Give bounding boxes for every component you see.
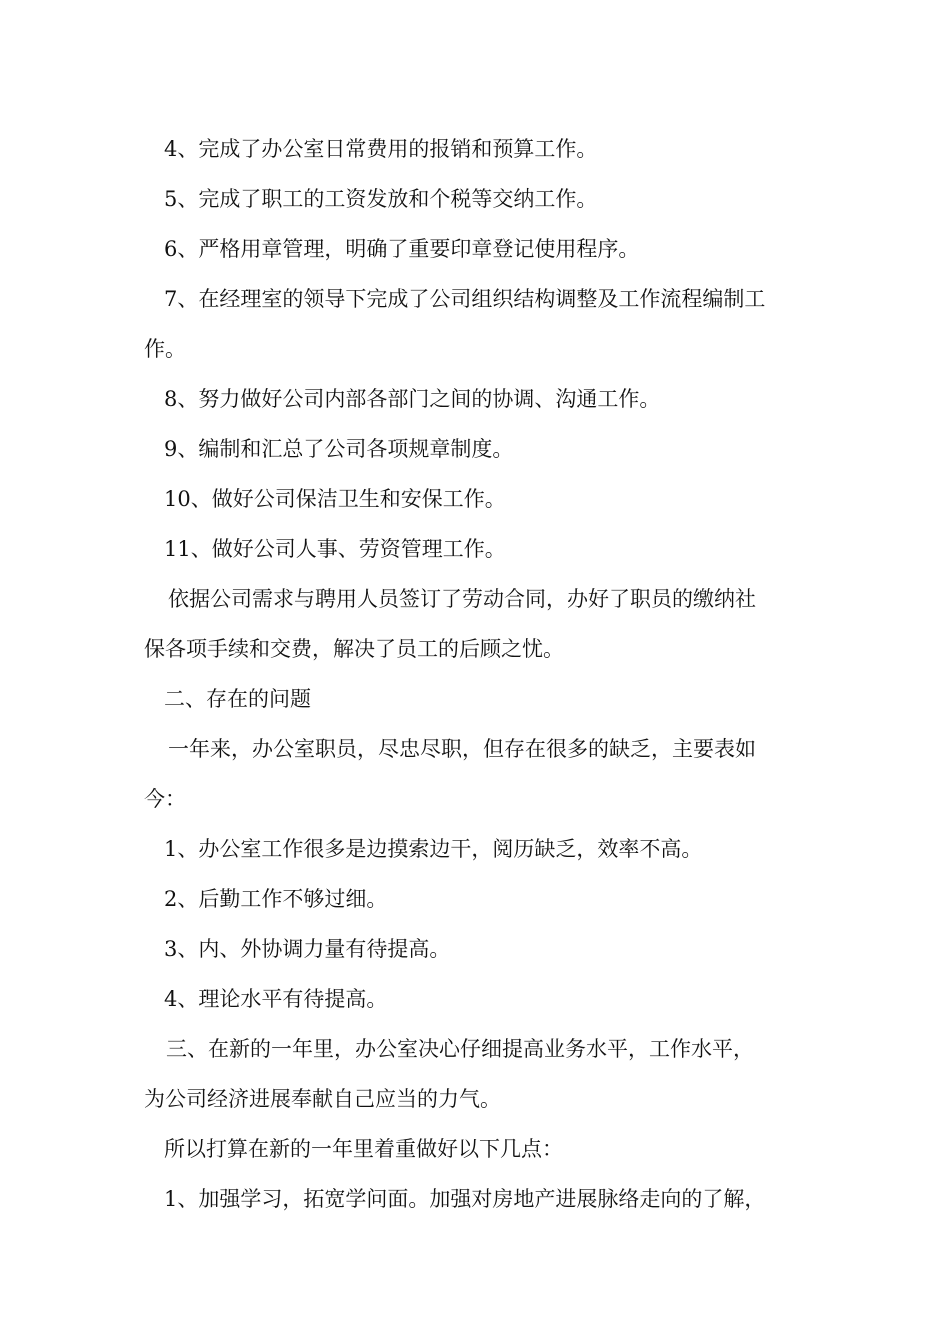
paragraph-item-4: 4、完成了办公室日常费用的报销和预算工作。 <box>164 137 598 161</box>
paragraph-item-7-line-1: 7、在经理室的领导下完成了公司组织结构调整及工作流程编制工 <box>164 287 766 311</box>
paragraph-item-7-line-2: 作。 <box>144 337 186 361</box>
problem-item-2: 2、后勤工作不够过细。 <box>164 887 388 911</box>
section-heading-plan-line-1: 三、在新的一年里，办公室决心仔细提高业务水平，工作水平， <box>166 1037 754 1061</box>
problem-item-3: 3、内、外协调力量有待提高。 <box>164 937 451 961</box>
paragraph-contract-line-1: 依据公司需求与聘用人员签订了劳动合同，办好了职员的缴纳社 <box>168 587 756 611</box>
problem-item-4: 4、理论水平有待提高。 <box>164 987 388 1011</box>
paragraph-contract-line-2: 保各项手续和交费，解决了员工的后顾之忧。 <box>144 637 564 661</box>
paragraph-item-8: 8、努力做好公司内部各部门之间的协调、沟通工作。 <box>164 387 661 411</box>
paragraph-item-5: 5、完成了职工的工资发放和个税等交纳工作。 <box>164 187 598 211</box>
plan-item-1: 1、加强学习，拓宽学问面。加强对房地产进展脉络走向的了解， <box>164 1187 766 1211</box>
paragraph-item-10: 10、做好公司保洁卫生和安保工作。 <box>164 487 506 511</box>
paragraph-item-11: 11、做好公司人事、劳资管理工作。 <box>164 537 506 561</box>
paragraph-item-6: 6、严格用章管理，明确了重要印章登记使用程序。 <box>164 237 640 261</box>
section-heading-problems: 二、存在的问题 <box>164 687 311 711</box>
paragraph-summary-line-1: 一年来，办公室职员，尽忠尽职，但存在很多的缺乏，主要表如 <box>168 737 756 761</box>
section-heading-plan-line-2: 为公司经济进展奉献自己应当的力气。 <box>144 1087 501 1111</box>
paragraph-plan-intro: 所以打算在新的一年里着重做好以下几点： <box>164 1137 563 1161</box>
document-body <box>144 124 814 1224</box>
problem-item-1: 1、办公室工作很多是边摸索边干，阅历缺乏，效率不高。 <box>164 837 703 861</box>
paragraph-item-9: 9、编制和汇总了公司各项规章制度。 <box>164 437 514 461</box>
paragraph-summary-line-2: 今： <box>144 787 186 811</box>
